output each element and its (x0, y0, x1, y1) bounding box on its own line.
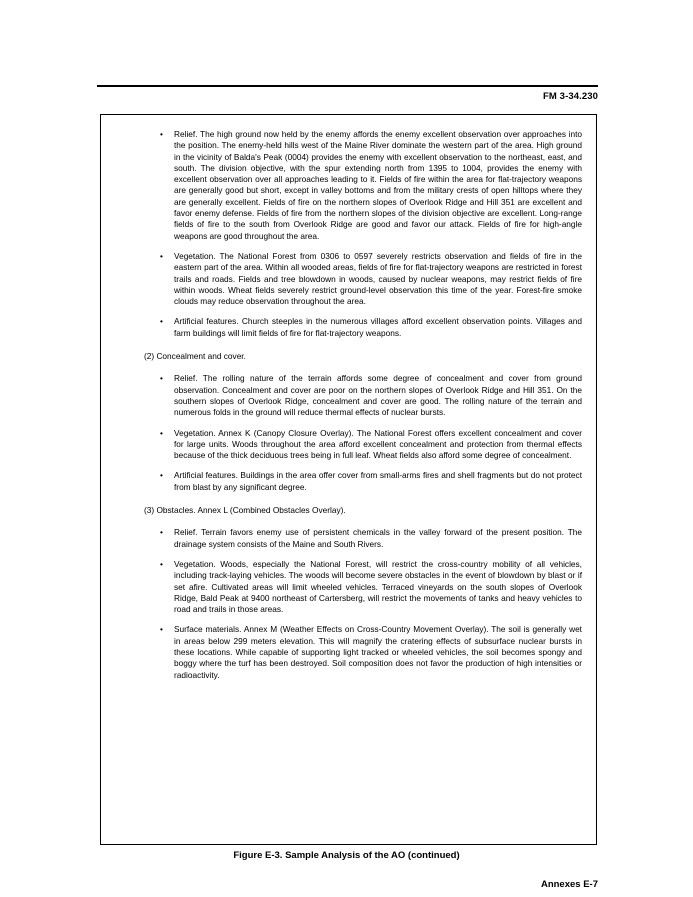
list-item (160, 373, 582, 418)
bullet-icon (160, 527, 174, 550)
list-item (160, 527, 582, 550)
list-item (160, 428, 582, 462)
list-item-text: Vegetation. Woods, especially the National Forest, will restrict the cross-country mobility of all vehicles, including track-laying vehicles. The woods will become severe obstacles in the event of blowdown by blast or if set afire. Cultivated areas will limit wheeled vehicles. Terraced vineyards on the south slopes of Overlook Ridge, Bald Peak at 9400 northeast of Cartersberg, will restrict the movements of tanks and heavy vehicles to road and trails in those areas. (174, 558, 582, 615)
list-item-text: Relief. The rolling nature of the terrain affords some degree of concealment and cover from ground observation. Concealment and cover are poor on the northern slopes of Overlook Ridge and Hill 351. On the southern slopes of Overlook Ridge, concealment and cover are good. The rolling nature of the terrain and numerous folds in the ground will reduce thermal effects of nuclear bursts. (174, 373, 582, 418)
figure-caption: Figure E-3. Sample Analysis of the AO (continued) (233, 850, 460, 861)
list-item (160, 251, 582, 307)
bullet-icon (160, 373, 174, 418)
list-item (160, 129, 582, 242)
list-item-text: Relief. The high ground now held by the enemy affords the enemy excellent observation over approaches into the position. The enemy-held hills west of the Maine River dominate the western part of the area. High ground in the vicinity of Balda's Peak (0004) provides the enemy with excellent observation to the northeast, east, and south. The division objective, with the spur extending north from 1395 to 1004, provides the enemy with excellent observation over all approaches leading to it. Fields of fire within the area for flat-trajectory weapons are generally good but short, except in valley bottoms and from the military crests of open hilltops where they are generally excellent. Fields of fire on the northern slopes of Overlook Ridge and Hill 351 are excellent and favor enemy defense. Fields of fire from the northern slopes of the division objective are excellent. Long-range fields of fire to the south from Overlook Ridge are good and favor our attack. Fields of fire for high-angle weapons are good throughout the area. (174, 129, 582, 241)
numbered-paragraph: (2) Concealment and cover. (144, 351, 246, 362)
list-item (160, 624, 582, 680)
list-item (160, 316, 582, 339)
bullet-icon (160, 559, 174, 615)
list-item (160, 470, 582, 493)
list-item-text: Artificial features. Church steeples in the numerous villages afford excellent observation points. Villages and farm buildings will limit fields of fire for flat-trajectory weapons. (174, 316, 582, 338)
bullet-icon (160, 470, 174, 493)
list-item (160, 559, 582, 615)
list-item-text: Relief. Terrain favors enemy use of persistent chemicals in the valley forward of the present position. The drainage system consists of the Maine and South Rivers. (174, 527, 582, 549)
numbered-paragraph: (3) Obstacles. Annex L (Combined Obstacles Overlay). (144, 505, 346, 516)
bullet-icon (160, 129, 174, 242)
bullet-icon (160, 251, 174, 307)
header-rule (97, 85, 598, 87)
list-item-text: Vegetation. Annex K (Canopy Closure Overlay). The National Forest offers excellent concealment and cover for large units. Woods throughout the area afford excellent concealment and protection from thermal effects because of the thick deciduous trees being in full leaf. Wheat fields also afford some degree of concealment. (174, 427, 582, 461)
bullet-icon (160, 428, 174, 462)
list-item-text: Artificial features. Buildings in the area offer cover from small-arms fires and shell fragments but do not protect from blast by any significant degree. (174, 470, 582, 492)
figure-content-box (100, 114, 597, 845)
list-item-text: Vegetation. The National Forest from 0306 to 0597 severely restricts observation and fields of fire in the eastern part of the area. Within all wooded areas, fields of fire for flat-trajectory weapons are restricted in forest trails and roads. Fields and tree blowdown in woods, caused by nuclear weapons, may restrict fields of fire within woods. Wheat fields severely restrict ground-level observation this time of the year. Forest-fire smoke clouds may reduce observation throughout the area. (174, 250, 582, 307)
bullet-icon (160, 316, 174, 339)
list-item-text: Surface materials. Annex M (Weather Effects on Cross-Country Movement Overlay). The soil is generally wet in areas below 299 meters elevation. This will magnify the cratering effects of subsurface nuclear bursts in these locations. While capable of supporting light tracked or wheeled vehicles, the soil becomes spongy and boggy where the turf has been destroyed. Soil composition does not favor the production of high intensities or radioactivity. (174, 624, 582, 680)
document-reference: FM 3-34.230 (543, 91, 598, 102)
bullet-icon (160, 624, 174, 680)
page-number: Annexes E-7 (540, 879, 598, 890)
